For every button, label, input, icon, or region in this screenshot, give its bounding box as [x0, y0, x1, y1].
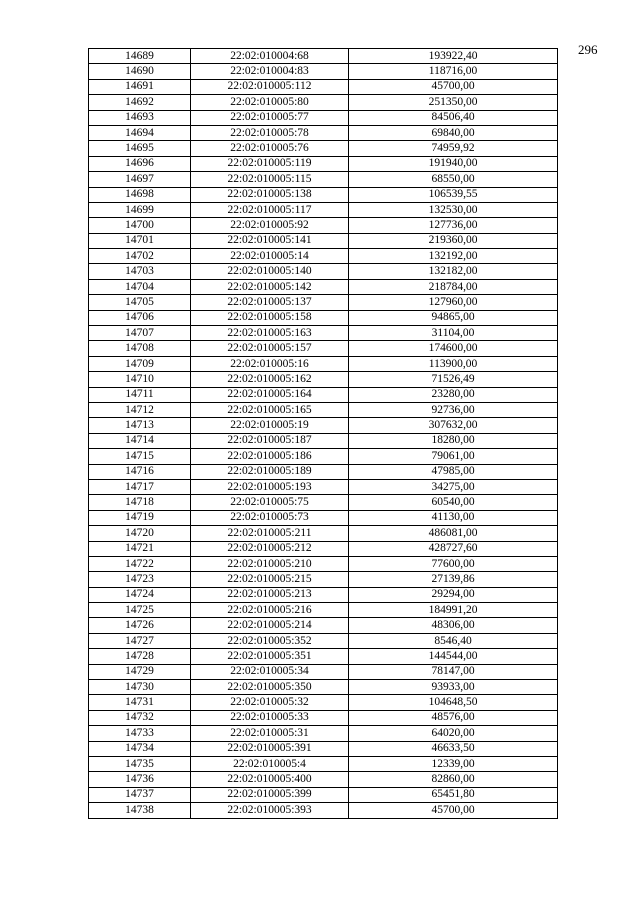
- row-number-cell: 14714: [89, 433, 191, 448]
- value-cell: 486081,00: [349, 526, 558, 541]
- cadastral-number-cell: 22:02:010005:186: [191, 449, 349, 464]
- table-row: [89, 402, 558, 417]
- table-row: [89, 64, 558, 79]
- row-number-cell: 14720: [89, 526, 191, 541]
- table-row: [89, 49, 558, 64]
- row-number-cell: 14721: [89, 541, 191, 556]
- value-cell: 29294,00: [349, 587, 558, 602]
- cadastral-number-cell: 22:02:010005:117: [191, 202, 349, 217]
- cadastral-number-cell: 22:02:010005:391: [191, 741, 349, 756]
- cadastral-number-cell: 22:02:010005:213: [191, 587, 349, 602]
- table-row: [89, 341, 558, 356]
- value-cell: 71526,49: [349, 372, 558, 387]
- value-cell: 106539,55: [349, 187, 558, 202]
- row-number-cell: 14694: [89, 125, 191, 140]
- cadastral-number-cell: 22:02:010004:68: [191, 49, 349, 64]
- cadastral-number-cell: 22:02:010005:34: [191, 664, 349, 679]
- table-row: [89, 772, 558, 787]
- table-row: [89, 125, 558, 140]
- table-row: [89, 664, 558, 679]
- value-cell: 132192,00: [349, 249, 558, 264]
- row-number-cell: 14712: [89, 402, 191, 417]
- value-cell: 218784,00: [349, 279, 558, 294]
- row-number-cell: 14726: [89, 618, 191, 633]
- row-number-cell: 14730: [89, 680, 191, 695]
- value-cell: 34275,00: [349, 479, 558, 494]
- value-cell: 45700,00: [349, 803, 558, 818]
- table-row: [89, 326, 558, 341]
- cadastral-number-cell: 22:02:010005:350: [191, 680, 349, 695]
- value-cell: 77600,00: [349, 556, 558, 571]
- value-cell: 94865,00: [349, 310, 558, 325]
- cadastral-number-cell: 22:02:010005:4: [191, 756, 349, 771]
- cadastral-number-cell: 22:02:010005:216: [191, 603, 349, 618]
- row-number-cell: 14702: [89, 249, 191, 264]
- row-number-cell: 14690: [89, 64, 191, 79]
- cadastral-number-cell: 22:02:010005:141: [191, 233, 349, 248]
- row-number-cell: 14708: [89, 341, 191, 356]
- table-row: [89, 526, 558, 541]
- row-number-cell: 14729: [89, 664, 191, 679]
- cadastral-number-cell: 22:02:010005:138: [191, 187, 349, 202]
- table-row: [89, 264, 558, 279]
- cadastral-number-cell: 22:02:010005:119: [191, 156, 349, 171]
- table-row: [89, 587, 558, 602]
- value-cell: 174600,00: [349, 341, 558, 356]
- registry-table-body: [89, 49, 558, 819]
- cadastral-number-cell: 22:02:010005:211: [191, 526, 349, 541]
- value-cell: 191940,00: [349, 156, 558, 171]
- cadastral-number-cell: 22:02:010005:212: [191, 541, 349, 556]
- table-row: [89, 110, 558, 125]
- table-row: [89, 202, 558, 217]
- row-number-cell: 14731: [89, 695, 191, 710]
- cadastral-number-cell: 22:02:010005:75: [191, 495, 349, 510]
- cadastral-number-cell: 22:02:010005:19: [191, 418, 349, 433]
- cadastral-number-cell: 22:02:010005:142: [191, 279, 349, 294]
- table-row: [89, 372, 558, 387]
- table-row: [89, 710, 558, 725]
- value-cell: 48306,00: [349, 618, 558, 633]
- table-row: [89, 756, 558, 771]
- value-cell: 60540,00: [349, 495, 558, 510]
- table-row: [89, 572, 558, 587]
- cadastral-number-cell: 22:02:010005:165: [191, 402, 349, 417]
- table-row: [89, 295, 558, 310]
- row-number-cell: 14710: [89, 372, 191, 387]
- table-row: [89, 356, 558, 371]
- row-number-cell: 14696: [89, 156, 191, 171]
- cadastral-number-cell: 22:02:010005:393: [191, 803, 349, 818]
- row-number-cell: 14732: [89, 710, 191, 725]
- cadastral-number-cell: 22:02:010005:112: [191, 79, 349, 94]
- value-cell: 428727,60: [349, 541, 558, 556]
- cadastral-number-cell: 22:02:010005:352: [191, 633, 349, 648]
- row-number-cell: 14734: [89, 741, 191, 756]
- row-number-cell: 14699: [89, 202, 191, 217]
- table-row: [89, 233, 558, 248]
- value-cell: 8546,40: [349, 633, 558, 648]
- row-number-cell: 14724: [89, 587, 191, 602]
- cadastral-number-cell: 22:02:010005:33: [191, 710, 349, 725]
- cadastral-number-cell: 22:02:010005:158: [191, 310, 349, 325]
- value-cell: 92736,00: [349, 402, 558, 417]
- cadastral-number-cell: 22:02:010005:210: [191, 556, 349, 571]
- value-cell: 47985,00: [349, 464, 558, 479]
- table-row: [89, 479, 558, 494]
- cadastral-number-cell: 22:02:010005:16: [191, 356, 349, 371]
- cadastral-number-cell: 22:02:010005:400: [191, 772, 349, 787]
- row-number-cell: 14695: [89, 141, 191, 156]
- row-number-cell: 14703: [89, 264, 191, 279]
- page-number: 296: [578, 42, 598, 57]
- row-number-cell: 14700: [89, 218, 191, 233]
- value-cell: 84506,40: [349, 110, 558, 125]
- table-row: [89, 618, 558, 633]
- cadastral-number-cell: 22:02:010005:80: [191, 95, 349, 110]
- cadastral-number-cell: 22:02:010005:162: [191, 372, 349, 387]
- row-number-cell: 14738: [89, 803, 191, 818]
- row-number-cell: 14692: [89, 95, 191, 110]
- value-cell: 93933,00: [349, 680, 558, 695]
- value-cell: 127960,00: [349, 295, 558, 310]
- table-row: [89, 803, 558, 818]
- value-cell: 69840,00: [349, 125, 558, 140]
- table-row: [89, 695, 558, 710]
- row-number-cell: 14733: [89, 726, 191, 741]
- cadastral-number-cell: 22:02:010005:31: [191, 726, 349, 741]
- value-cell: 31104,00: [349, 326, 558, 341]
- cadastral-number-cell: 22:02:010005:78: [191, 125, 349, 140]
- table-row: [89, 726, 558, 741]
- row-number-cell: 14698: [89, 187, 191, 202]
- row-number-cell: 14719: [89, 510, 191, 525]
- row-number-cell: 14725: [89, 603, 191, 618]
- value-cell: 79061,00: [349, 449, 558, 464]
- value-cell: 132530,00: [349, 202, 558, 217]
- cadastral-number-cell: 22:02:010005:137: [191, 295, 349, 310]
- value-cell: 12339,00: [349, 756, 558, 771]
- row-number-cell: 14706: [89, 310, 191, 325]
- row-number-cell: 14691: [89, 79, 191, 94]
- cadastral-number-cell: 22:02:010005:115: [191, 172, 349, 187]
- row-number-cell: 14723: [89, 572, 191, 587]
- table-row: [89, 418, 558, 433]
- value-cell: 132182,00: [349, 264, 558, 279]
- cadastral-number-cell: 22:02:010005:187: [191, 433, 349, 448]
- row-number-cell: 14722: [89, 556, 191, 571]
- value-cell: 104648,50: [349, 695, 558, 710]
- row-number-cell: 14707: [89, 326, 191, 341]
- value-cell: 45700,00: [349, 79, 558, 94]
- cadastral-number-cell: 22:02:010005:32: [191, 695, 349, 710]
- value-cell: 127736,00: [349, 218, 558, 233]
- value-cell: 74959,92: [349, 141, 558, 156]
- value-cell: 48576,00: [349, 710, 558, 725]
- cadastral-number-cell: 22:02:010004:83: [191, 64, 349, 79]
- table-row: [89, 633, 558, 648]
- table-row: [89, 495, 558, 510]
- row-number-cell: 14728: [89, 649, 191, 664]
- value-cell: 64020,00: [349, 726, 558, 741]
- value-cell: 68550,00: [349, 172, 558, 187]
- cadastral-number-cell: 22:02:010005:92: [191, 218, 349, 233]
- value-cell: 65451,80: [349, 787, 558, 802]
- table-row: [89, 79, 558, 94]
- value-cell: 18280,00: [349, 433, 558, 448]
- row-number-cell: 14716: [89, 464, 191, 479]
- value-cell: 144544,00: [349, 649, 558, 664]
- cadastral-number-cell: 22:02:010005:215: [191, 572, 349, 587]
- cadastral-number-cell: 22:02:010005:140: [191, 264, 349, 279]
- row-number-cell: 14727: [89, 633, 191, 648]
- cadastral-number-cell: 22:02:010005:73: [191, 510, 349, 525]
- row-number-cell: 14736: [89, 772, 191, 787]
- value-cell: 27139,86: [349, 572, 558, 587]
- table-row: [89, 449, 558, 464]
- table-row: [89, 680, 558, 695]
- table-row: [89, 556, 558, 571]
- table-row: [89, 279, 558, 294]
- row-number-cell: 14715: [89, 449, 191, 464]
- row-number-cell: 14713: [89, 418, 191, 433]
- table-row: [89, 741, 558, 756]
- row-number-cell: 14693: [89, 110, 191, 125]
- row-number-cell: 14709: [89, 356, 191, 371]
- value-cell: 78147,00: [349, 664, 558, 679]
- table-row: [89, 464, 558, 479]
- registry-table: [88, 48, 558, 819]
- value-cell: 307632,00: [349, 418, 558, 433]
- table-row: [89, 433, 558, 448]
- value-cell: 82860,00: [349, 772, 558, 787]
- value-cell: 251350,00: [349, 95, 558, 110]
- table-row: [89, 787, 558, 802]
- cadastral-number-cell: 22:02:010005:189: [191, 464, 349, 479]
- table-row: [89, 541, 558, 556]
- value-cell: 23280,00: [349, 387, 558, 402]
- value-cell: 193922,40: [349, 49, 558, 64]
- table-row: [89, 603, 558, 618]
- row-number-cell: 14689: [89, 49, 191, 64]
- value-cell: 219360,00: [349, 233, 558, 248]
- row-number-cell: 14697: [89, 172, 191, 187]
- table-row: [89, 249, 558, 264]
- value-cell: 113900,00: [349, 356, 558, 371]
- row-number-cell: 14711: [89, 387, 191, 402]
- row-number-cell: 14701: [89, 233, 191, 248]
- table-row: [89, 510, 558, 525]
- cadastral-number-cell: 22:02:010005:157: [191, 341, 349, 356]
- table-row: [89, 218, 558, 233]
- table-row: [89, 187, 558, 202]
- row-number-cell: 14705: [89, 295, 191, 310]
- cadastral-number-cell: 22:02:010005:14: [191, 249, 349, 264]
- cadastral-number-cell: 22:02:010005:163: [191, 326, 349, 341]
- value-cell: 46633,50: [349, 741, 558, 756]
- row-number-cell: 14718: [89, 495, 191, 510]
- row-number-cell: 14737: [89, 787, 191, 802]
- cadastral-number-cell: 22:02:010005:76: [191, 141, 349, 156]
- table-row: [89, 141, 558, 156]
- cadastral-number-cell: 22:02:010005:351: [191, 649, 349, 664]
- row-number-cell: 14717: [89, 479, 191, 494]
- table-row: [89, 172, 558, 187]
- cadastral-number-cell: 22:02:010005:164: [191, 387, 349, 402]
- cadastral-number-cell: 22:02:010005:214: [191, 618, 349, 633]
- value-cell: 41130,00: [349, 510, 558, 525]
- table-row: [89, 156, 558, 171]
- table-row: [89, 649, 558, 664]
- table-row: [89, 310, 558, 325]
- table-row: [89, 95, 558, 110]
- value-cell: 184991,20: [349, 603, 558, 618]
- cadastral-number-cell: 22:02:010005:77: [191, 110, 349, 125]
- table-row: [89, 387, 558, 402]
- value-cell: 118716,00: [349, 64, 558, 79]
- row-number-cell: 14704: [89, 279, 191, 294]
- cadastral-number-cell: 22:02:010005:399: [191, 787, 349, 802]
- cadastral-number-cell: 22:02:010005:193: [191, 479, 349, 494]
- row-number-cell: 14735: [89, 756, 191, 771]
